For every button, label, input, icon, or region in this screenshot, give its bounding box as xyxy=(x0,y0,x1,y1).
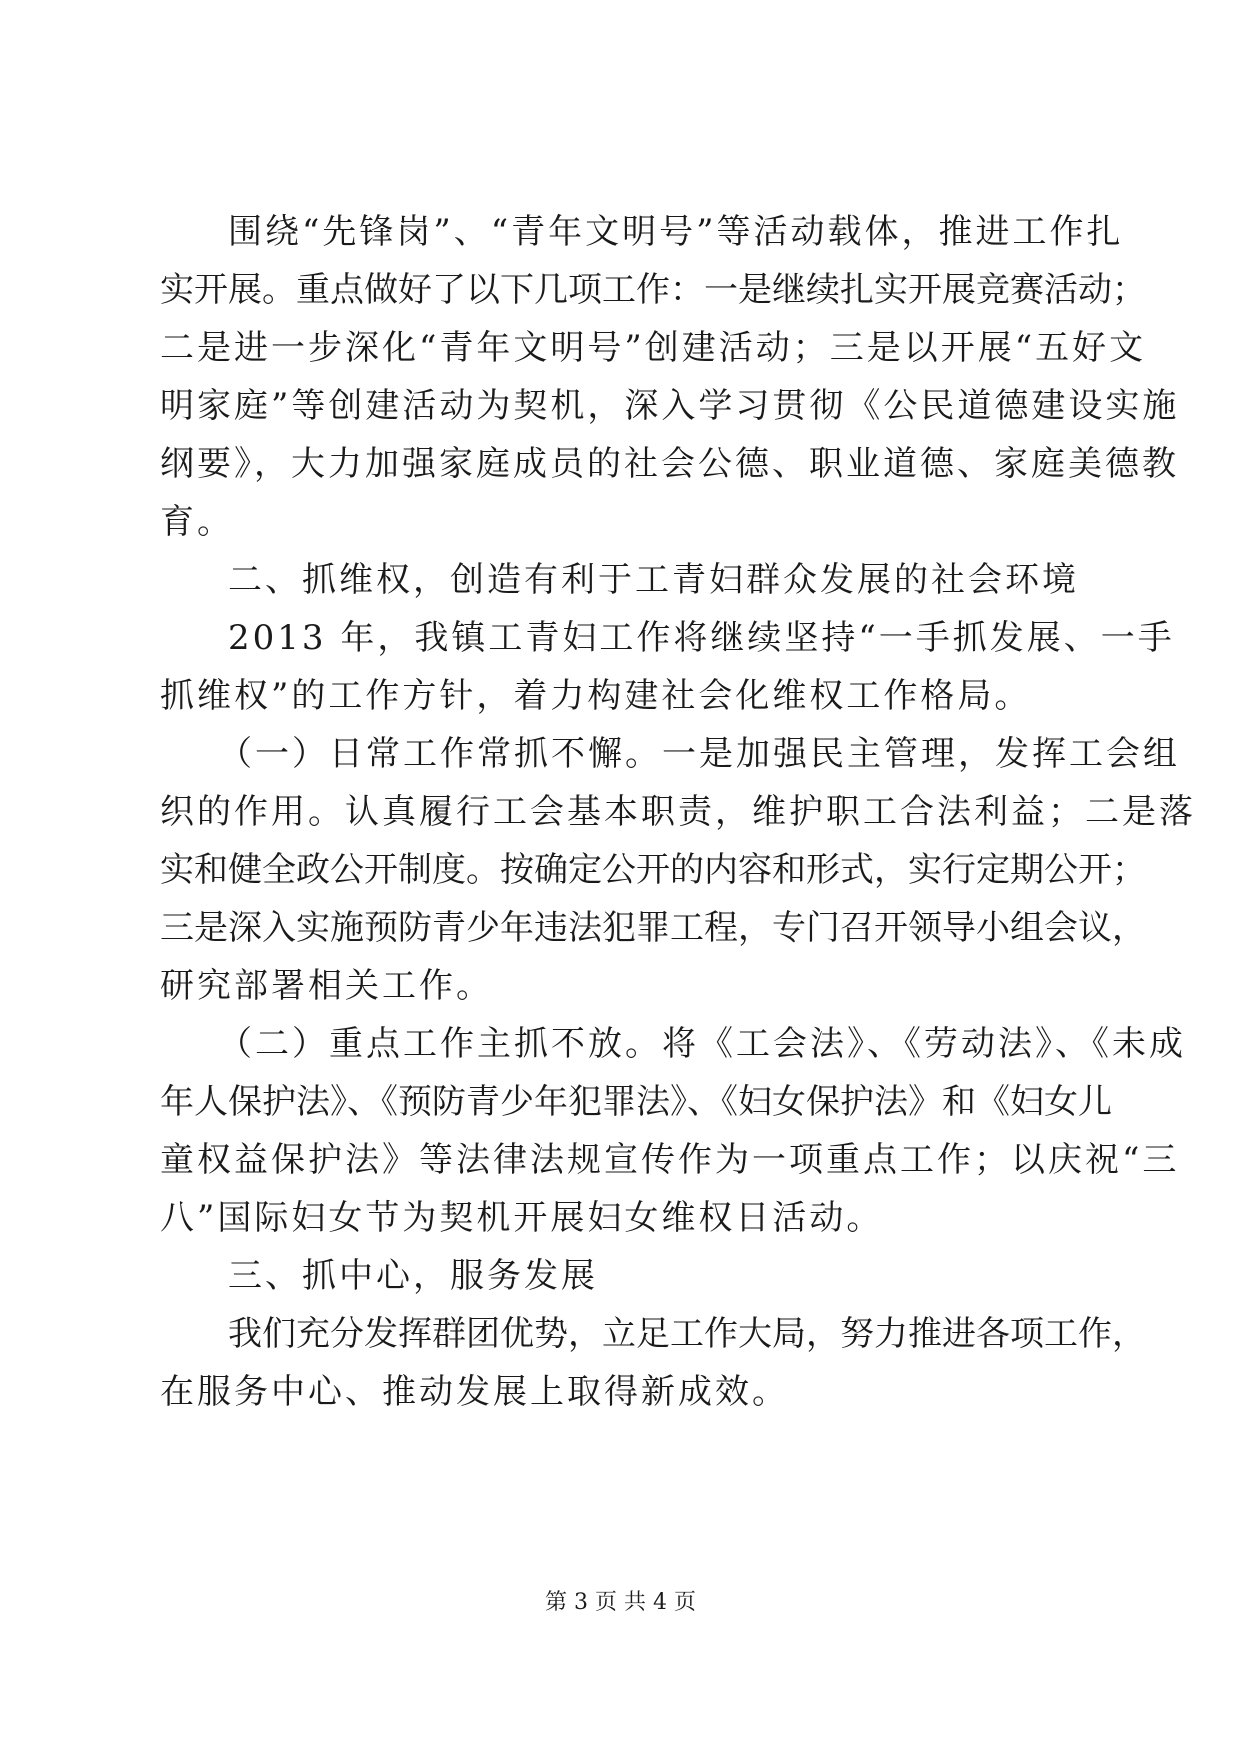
text-line-12: 实和健全政公开制度。按确定公开的内容和形式，实行定期公开； xyxy=(160,850,1146,890)
text-line-13: 三是深入实施预防青少年违法犯罪工程，专门召开领导小组会议， xyxy=(160,908,1146,948)
text-line-21: 在服务中心、推动发展上取得新成效。 xyxy=(160,1372,789,1412)
text-line-8: 2013 年，我镇工青妇工作将继续坚持“一手抓发展、一手 xyxy=(228,618,1175,658)
text-line-17: 童权益保护法》等法律法规宣传作为一项重点工作；以庆祝“三 xyxy=(160,1140,1180,1180)
text-line-14: 研究部署相关工作。 xyxy=(160,966,493,1006)
text-line-11: 织的作用。认真履行工会基本职责，维护职工合法利益；二是落 xyxy=(160,792,1196,832)
text-line-6: 育。 xyxy=(160,502,234,542)
text-line-16: 年人保护法》、《预防青少年犯罪法》、《妇女保护法》和《妇女儿 xyxy=(160,1082,1112,1122)
section-heading-2: 二、抓维权，创造有利于工青妇群众发展的社会环境 xyxy=(228,560,1079,600)
text-line-15: （二）重点工作主抓不放。将《工会法》、《劳动法》、《未成 xyxy=(218,1024,1186,1064)
text-line-18: 八”国际妇女节为契机开展妇女维权日活动。 xyxy=(160,1198,884,1238)
text-line-1: 围绕“先锋岗”、“青年文明号”等活动载体，推进工作扎 xyxy=(228,212,1124,252)
text-line-9: 抓维权”的工作方针，着力构建社会化维权工作格局。 xyxy=(160,676,1032,716)
text-line-10: （一）日常工作常抓不懈。一是加强民主管理，发挥工会组 xyxy=(218,734,1180,774)
text-line-5: 纲要》，大力加强家庭成员的社会公德、职业道德、家庭美德教 xyxy=(160,444,1179,484)
text-line-4: 明家庭”等创建活动为契机，深入学习贯彻《公民道德建设实施 xyxy=(160,386,1180,426)
text-line-3: 二是进一步深化“青年文明号”创建活动；三是以开展“五好文 xyxy=(160,328,1147,368)
text-line-20: 我们充分发挥群团优势，立足工作大局，努力推进各项工作， xyxy=(228,1314,1146,1354)
page-number-footer: 第 3 页 共 4 页 xyxy=(545,1590,696,1615)
section-heading-3: 三、抓中心，服务发展 xyxy=(228,1256,598,1296)
text-line-2: 实开展。重点做好了以下几项工作：一是继续扎实开展竞赛活动； xyxy=(160,270,1146,310)
